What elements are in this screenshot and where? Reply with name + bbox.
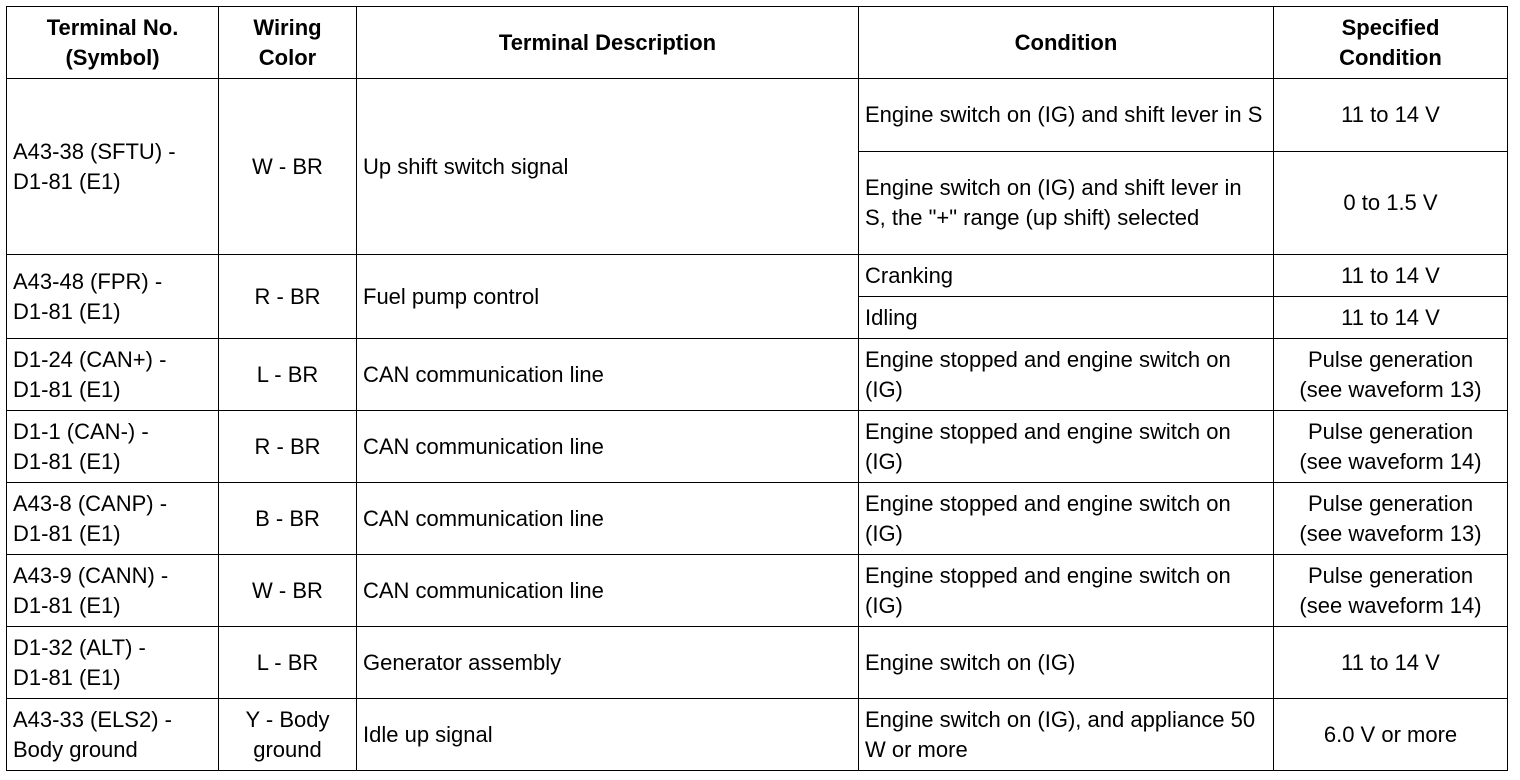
condition-cell: Engine stopped and engine switch on (IG) (859, 555, 1274, 627)
terminal-cell: A43-9 (CANN) - D1-81 (E1) (7, 555, 219, 627)
condition-cell: Engine switch on (IG) and shift lever in S (859, 79, 1274, 152)
description-cell: CAN communication line (357, 483, 859, 555)
header-terminal-description: Terminal Description (357, 7, 859, 79)
specified-condition-cell: 11 to 14 V (1274, 255, 1508, 297)
table-row (7, 79, 1508, 152)
specified-condition-cell: 11 to 14 V (1274, 79, 1508, 152)
condition-cell: Engine stopped and engine switch on (IG) (859, 339, 1274, 411)
header-wiring-color: Wiring Color (219, 7, 357, 79)
terminal-cell: D1-32 (ALT) - D1-81 (E1) (7, 627, 219, 699)
terminal-cell: A43-33 (ELS2) - Body ground (7, 699, 219, 771)
condition-cell: Idling (859, 297, 1274, 339)
description-cell: Generator assembly (357, 627, 859, 699)
specified-condition-cell: Pulse generation (see waveform 14) (1274, 555, 1508, 627)
header-terminal-no: Terminal No. (Symbol) (7, 7, 219, 79)
specified-condition-cell: Pulse generation (see waveform 13) (1274, 339, 1508, 411)
table-row (7, 627, 1508, 699)
table-header (7, 7, 1508, 79)
terminal-cell: D1-1 (CAN-) - D1-81 (E1) (7, 411, 219, 483)
terminal-inspection-table (6, 6, 1508, 771)
table-row (7, 555, 1508, 627)
description-cell: CAN communication line (357, 555, 859, 627)
table-row (7, 483, 1508, 555)
wiring-color-cell: R - BR (219, 411, 357, 483)
description-cell: Fuel pump control (357, 255, 859, 339)
specified-condition-cell: Pulse generation (see waveform 14) (1274, 411, 1508, 483)
wiring-color-cell: B - BR (219, 483, 357, 555)
description-cell: CAN communication line (357, 339, 859, 411)
table-row (7, 339, 1508, 411)
terminal-cell: A43-48 (FPR) - D1-81 (E1) (7, 255, 219, 339)
wiring-color-cell: L - BR (219, 339, 357, 411)
description-cell: CAN communication line (357, 411, 859, 483)
terminal-cell: D1-24 (CAN+) - D1-81 (E1) (7, 339, 219, 411)
condition-cell: Engine switch on (IG) (859, 627, 1274, 699)
specified-condition-cell: 11 to 14 V (1274, 297, 1508, 339)
table-row (7, 411, 1508, 483)
condition-cell: Engine stopped and engine switch on (IG) (859, 411, 1274, 483)
description-cell: Up shift switch signal (357, 79, 859, 255)
header-specified-condition: Specified Condition (1274, 7, 1508, 79)
table-body (7, 79, 1508, 771)
condition-cell: Cranking (859, 255, 1274, 297)
specified-condition-cell: 6.0 V or more (1274, 699, 1508, 771)
table-row (7, 699, 1508, 771)
header-row (7, 7, 1508, 79)
condition-cell: Engine stopped and engine switch on (IG) (859, 483, 1274, 555)
header-condition: Condition (859, 7, 1274, 79)
wiring-color-cell: W - BR (219, 555, 357, 627)
specified-condition-cell: 11 to 14 V (1274, 627, 1508, 699)
terminal-cell: A43-38 (SFTU) - D1-81 (E1) (7, 79, 219, 255)
wiring-color-cell: Y - Body ground (219, 699, 357, 771)
condition-cell: Engine switch on (IG) and shift lever in S, the "+" range (up shift) selected (859, 152, 1274, 255)
description-cell: Idle up signal (357, 699, 859, 771)
specified-condition-cell: 0 to 1.5 V (1274, 152, 1508, 255)
terminal-cell: A43-8 (CANP) - D1-81 (E1) (7, 483, 219, 555)
wiring-color-cell: W - BR (219, 79, 357, 255)
table-row (7, 255, 1508, 297)
condition-cell: Engine switch on (IG), and appliance 50 W or more (859, 699, 1274, 771)
specified-condition-cell: Pulse generation (see waveform 13) (1274, 483, 1508, 555)
wiring-color-cell: R - BR (219, 255, 357, 339)
wiring-color-cell: L - BR (219, 627, 357, 699)
